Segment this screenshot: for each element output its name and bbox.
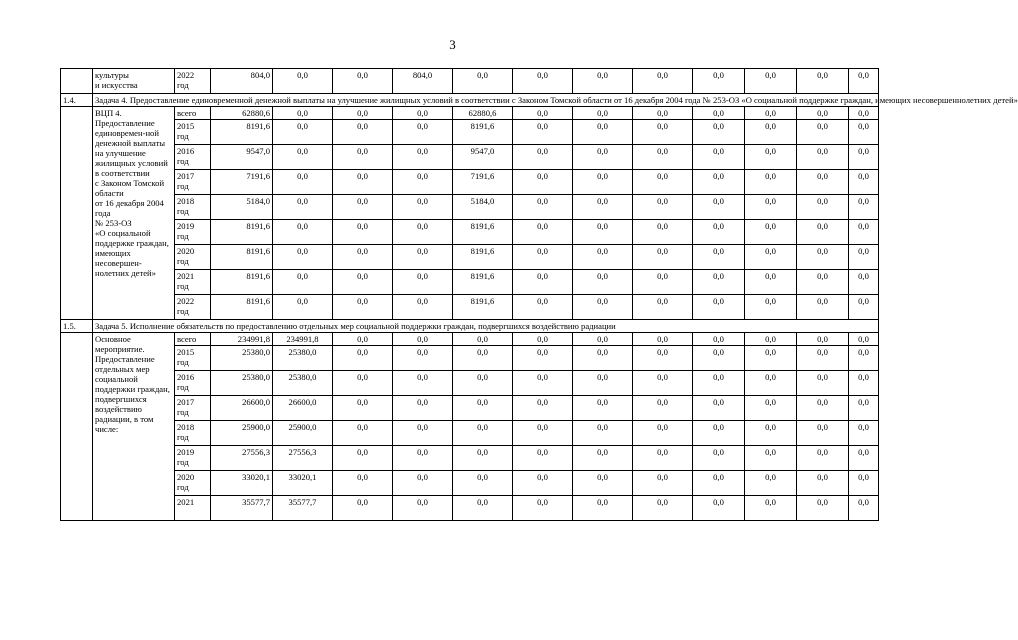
table-row [61,195,879,220]
value-cell: 26600,0 [273,396,333,421]
value-cell: 0,0 [573,496,633,521]
year-cell: 2015 год [175,346,211,371]
value-cell: 0,0 [333,446,393,471]
value-cell: 0,0 [453,421,513,446]
value-cell: 0,0 [333,69,393,94]
value-cell: 0,0 [273,170,333,195]
value-cell: 0,0 [745,333,797,346]
value-cell: 0,0 [393,446,453,471]
value-cell: 0,0 [693,396,745,421]
value-cell: 0,0 [693,295,745,320]
value-cell: 0,0 [797,333,849,346]
value-cell: 0,0 [633,170,693,195]
value-cell: 0,0 [693,220,745,245]
value-cell: 5184,0 [453,195,513,220]
year-cell: 2017 год [175,396,211,421]
value-cell: 0,0 [633,446,693,471]
value-cell: 0,0 [273,107,333,120]
value-cell: 0,0 [849,346,879,371]
value-cell: 0,0 [633,107,693,120]
year-cell: 2015 год [175,120,211,145]
year-cell: 2022 год [175,69,211,94]
value-cell: 0,0 [693,421,745,446]
value-cell: 0,0 [633,270,693,295]
value-cell: 0,0 [393,496,453,521]
value-cell: 0,0 [745,145,797,170]
value-cell: 0,0 [453,446,513,471]
value-cell: 0,0 [745,107,797,120]
value-cell: 0,0 [693,69,745,94]
value-cell: 0,0 [849,245,879,270]
value-cell: 0,0 [633,421,693,446]
value-cell: 0,0 [633,69,693,94]
value-cell: 8191,6 [211,270,273,295]
value-cell: 0,0 [797,496,849,521]
value-cell: 8191,6 [211,295,273,320]
section-number: 1.4. [61,94,93,107]
value-cell: 0,0 [333,421,393,446]
value-cell: 0,0 [513,295,573,320]
value-cell: 0,0 [513,421,573,446]
value-cell: 0,0 [453,396,513,421]
value-cell: 0,0 [745,496,797,521]
table-row [61,107,879,120]
value-cell: 0,0 [633,245,693,270]
value-cell: 0,0 [745,120,797,145]
value-cell: 0,0 [513,333,573,346]
value-cell: 0,0 [513,496,573,521]
year-cell: 2019 год [175,220,211,245]
value-cell: 0,0 [393,295,453,320]
value-cell: 0,0 [513,145,573,170]
value-cell: 0,0 [693,446,745,471]
value-cell: 27556,3 [273,446,333,471]
value-cell: 0,0 [849,220,879,245]
value-cell: 0,0 [693,170,745,195]
value-cell: 0,0 [849,446,879,471]
task-heading: Задача 4. Предоставление единовременной денежной выплаты на улучшение жилищных условий в соответствии с Законом Томской области от 16 декабря 2004 года № 253-ОЗ «О социальной поддержке граждан, имеющих несовершеннолетних детей» [93,94,879,107]
value-cell: 0,0 [513,170,573,195]
value-cell: 25380,0 [211,371,273,396]
table-row [61,69,879,94]
value-cell: 0,0 [333,107,393,120]
value-cell: 62880,6 [453,107,513,120]
value-cell: 0,0 [849,496,879,521]
value-cell: 0,0 [693,145,745,170]
value-cell: 804,0 [211,69,273,94]
value-cell: 5184,0 [211,195,273,220]
value-cell: 0,0 [849,421,879,446]
value-cell: 0,0 [573,170,633,195]
value-cell: 0,0 [273,195,333,220]
value-cell: 0,0 [573,195,633,220]
table-row [61,496,879,521]
value-cell: 0,0 [273,220,333,245]
value-cell: 0,0 [333,396,393,421]
value-cell: 33020,1 [211,471,273,496]
value-cell: 0,0 [633,396,693,421]
value-cell: 0,0 [693,195,745,220]
value-cell: 0,0 [849,295,879,320]
value-cell: 0,0 [745,346,797,371]
value-cell: 0,0 [393,333,453,346]
value-cell: 0,0 [273,270,333,295]
row-number-cell [61,333,93,521]
value-cell: 0,0 [633,220,693,245]
value-cell: 0,0 [797,107,849,120]
value-cell: 0,0 [333,333,393,346]
value-cell: 0,0 [453,346,513,371]
value-cell: 25900,0 [211,421,273,446]
table-row [61,396,879,421]
value-cell: 0,0 [693,371,745,396]
value-cell: 0,0 [393,170,453,195]
value-cell: 0,0 [273,245,333,270]
value-cell: 0,0 [573,446,633,471]
table-row [61,120,879,145]
value-cell: 0,0 [849,333,879,346]
section-number: 1.5. [61,320,93,333]
year-cell: 2018 год [175,195,211,220]
value-cell: 0,0 [393,220,453,245]
value-cell: 0,0 [573,270,633,295]
value-cell: 0,0 [745,69,797,94]
value-cell: 0,0 [513,120,573,145]
year-cell: 2020 год [175,245,211,270]
value-cell: 0,0 [797,371,849,396]
value-cell: 0,0 [393,145,453,170]
value-cell: 0,0 [393,195,453,220]
measure-description: Основное мероприятие. Предоставление отдельных мер социальной поддержки граждан, подвергшихся воздействию радиации, в том числе: [93,333,175,521]
value-cell: 0,0 [513,396,573,421]
value-cell: 0,0 [797,396,849,421]
value-cell: 8191,6 [211,120,273,145]
value-cell: 35577,7 [211,496,273,521]
value-cell: 8191,6 [211,220,273,245]
value-cell: 804,0 [393,69,453,94]
value-cell: 0,0 [513,371,573,396]
value-cell: 0,0 [573,245,633,270]
row-number-cell [61,107,93,320]
table-row [61,371,879,396]
value-cell: 0,0 [693,120,745,145]
year-cell: 2022 год [175,295,211,320]
value-cell: 0,0 [573,346,633,371]
value-cell: 0,0 [453,471,513,496]
value-cell: 0,0 [333,170,393,195]
value-cell: 0,0 [633,346,693,371]
value-cell: 0,0 [333,471,393,496]
value-cell: 0,0 [849,270,879,295]
value-cell: 0,0 [333,120,393,145]
value-cell: 0,0 [745,421,797,446]
value-cell: 0,0 [393,371,453,396]
value-cell: 0,0 [273,295,333,320]
value-cell: 0,0 [849,145,879,170]
value-cell: 8191,6 [453,120,513,145]
value-cell: 0,0 [393,245,453,270]
value-cell: 25380,0 [211,346,273,371]
value-cell: 0,0 [745,195,797,220]
value-cell: 33020,1 [273,471,333,496]
value-cell: 8191,6 [453,295,513,320]
table-row [61,270,879,295]
value-cell: 0,0 [693,245,745,270]
value-cell: 0,0 [333,346,393,371]
value-cell: 0,0 [573,107,633,120]
value-cell: 0,0 [693,346,745,371]
year-cell: 2017 год [175,170,211,195]
budget-table [60,68,1018,521]
value-cell: 0,0 [573,69,633,94]
value-cell: 0,0 [797,120,849,145]
table-row [61,346,879,371]
value-cell: 0,0 [797,270,849,295]
value-cell: 0,0 [513,69,573,94]
value-cell: 0,0 [513,220,573,245]
value-cell: 0,0 [273,120,333,145]
value-cell: 0,0 [513,245,573,270]
value-cell: 0,0 [513,346,573,371]
value-cell: 0,0 [849,371,879,396]
value-cell: 8191,6 [453,245,513,270]
value-cell: 0,0 [273,69,333,94]
value-cell: 0,0 [333,270,393,295]
value-cell: 0,0 [745,371,797,396]
value-cell: 0,0 [453,496,513,521]
value-cell: 0,0 [745,245,797,270]
value-cell: 0,0 [797,195,849,220]
year-cell: 2016 год [175,371,211,396]
value-cell: 0,0 [797,220,849,245]
value-cell: 0,0 [797,69,849,94]
value-cell: 0,0 [573,120,633,145]
table-row [61,471,879,496]
table-row [61,145,879,170]
value-cell: 0,0 [393,270,453,295]
value-cell: 0,0 [513,270,573,295]
table-row [61,220,879,245]
table-row [61,333,879,346]
table-row [61,295,879,320]
value-cell: 234991,8 [273,333,333,346]
value-cell: 0,0 [633,471,693,496]
value-cell: 0,0 [453,333,513,346]
value-cell: 9547,0 [453,145,513,170]
year-cell: всего [175,107,211,120]
year-cell: 2016 год [175,145,211,170]
value-cell: 0,0 [333,245,393,270]
value-cell: 7191,6 [453,170,513,195]
value-cell: 0,0 [393,471,453,496]
value-cell: 0,0 [333,195,393,220]
value-cell: 0,0 [797,421,849,446]
value-cell: 0,0 [453,371,513,396]
value-cell: 8191,6 [453,220,513,245]
value-cell: 0,0 [333,145,393,170]
value-cell: 0,0 [573,396,633,421]
value-cell: 0,0 [453,69,513,94]
value-cell: 62880,6 [211,107,273,120]
value-cell: 0,0 [797,170,849,195]
value-cell: 0,0 [573,371,633,396]
value-cell: 0,0 [633,145,693,170]
year-cell: 2021 год [175,270,211,295]
value-cell: 35577,7 [273,496,333,521]
value-cell: 0,0 [573,471,633,496]
row-description: культуры и искусства [93,69,175,94]
value-cell: 234991,8 [211,333,273,346]
value-cell: 0,0 [797,245,849,270]
table-row [61,170,879,195]
value-cell: 0,0 [797,295,849,320]
value-cell: 0,0 [693,333,745,346]
value-cell: 0,0 [849,396,879,421]
value-cell: 0,0 [633,120,693,145]
value-cell: 27556,3 [211,446,273,471]
value-cell: 0,0 [745,471,797,496]
value-cell: 0,0 [849,120,879,145]
value-cell: 0,0 [573,220,633,245]
value-cell: 7191,6 [211,170,273,195]
value-cell: 0,0 [849,195,879,220]
value-cell: 0,0 [797,145,849,170]
measure-description: ВЦП 4. Предоставление единовремен-ной денежной выплаты на улучшение жилищных условий в соответствии с Законом Томской области от 16 декабря 2004 года № 253-ОЗ «О социальной поддержке граждан, имеющих несовершен-нолетних детей» [93,107,175,320]
task-heading: Задача 5. Исполнение обязательств по предоставлению отдельных мер социальной поддержки граждан, подвергшихся воздействию радиации [93,320,879,333]
value-cell: 0,0 [573,333,633,346]
task-row [61,320,879,333]
value-cell: 0,0 [849,69,879,94]
value-cell: 8191,6 [453,270,513,295]
value-cell: 0,0 [393,120,453,145]
value-cell: 26600,0 [211,396,273,421]
value-cell: 0,0 [633,371,693,396]
value-cell: 0,0 [333,295,393,320]
value-cell: 0,0 [797,346,849,371]
value-cell: 0,0 [745,295,797,320]
value-cell: 0,0 [333,496,393,521]
value-cell: 0,0 [693,107,745,120]
value-cell: 0,0 [797,471,849,496]
value-cell: 0,0 [333,371,393,396]
value-cell: 0,0 [745,396,797,421]
value-cell: 0,0 [849,107,879,120]
value-cell: 0,0 [513,446,573,471]
value-cell: 0,0 [273,145,333,170]
value-cell: 0,0 [849,471,879,496]
year-cell: 2018 год [175,421,211,446]
value-cell: 0,0 [513,107,573,120]
year-cell: 2019 год [175,446,211,471]
value-cell: 0,0 [393,421,453,446]
value-cell: 0,0 [745,446,797,471]
value-cell: 0,0 [797,446,849,471]
value-cell: 0,0 [393,396,453,421]
year-cell: 2021 [175,496,211,521]
value-cell: 9547,0 [211,145,273,170]
value-cell: 0,0 [573,145,633,170]
value-cell: 0,0 [849,170,879,195]
value-cell: 0,0 [573,295,633,320]
value-cell: 0,0 [633,195,693,220]
table-row [61,446,879,471]
value-cell: 0,0 [693,496,745,521]
year-cell: 2020 год [175,471,211,496]
table-row [61,421,879,446]
value-cell: 0,0 [745,270,797,295]
value-cell: 0,0 [513,195,573,220]
value-cell: 0,0 [693,471,745,496]
task-row [61,94,879,107]
page-number: 3 [449,37,456,52]
value-cell: 25900,0 [273,421,333,446]
value-cell: 8191,6 [211,245,273,270]
value-cell: 0,0 [573,421,633,446]
value-cell: 0,0 [333,220,393,245]
value-cell: 0,0 [513,471,573,496]
row-number-cell [61,69,93,94]
table-row [61,245,879,270]
value-cell: 0,0 [393,107,453,120]
value-cell: 0,0 [745,220,797,245]
value-cell: 0,0 [693,270,745,295]
value-cell: 0,0 [633,496,693,521]
value-cell: 25380,0 [273,371,333,396]
year-cell: всего [175,333,211,346]
value-cell: 0,0 [393,346,453,371]
value-cell: 25380,0 [273,346,333,371]
value-cell: 0,0 [745,170,797,195]
value-cell: 0,0 [633,295,693,320]
value-cell: 0,0 [633,333,693,346]
